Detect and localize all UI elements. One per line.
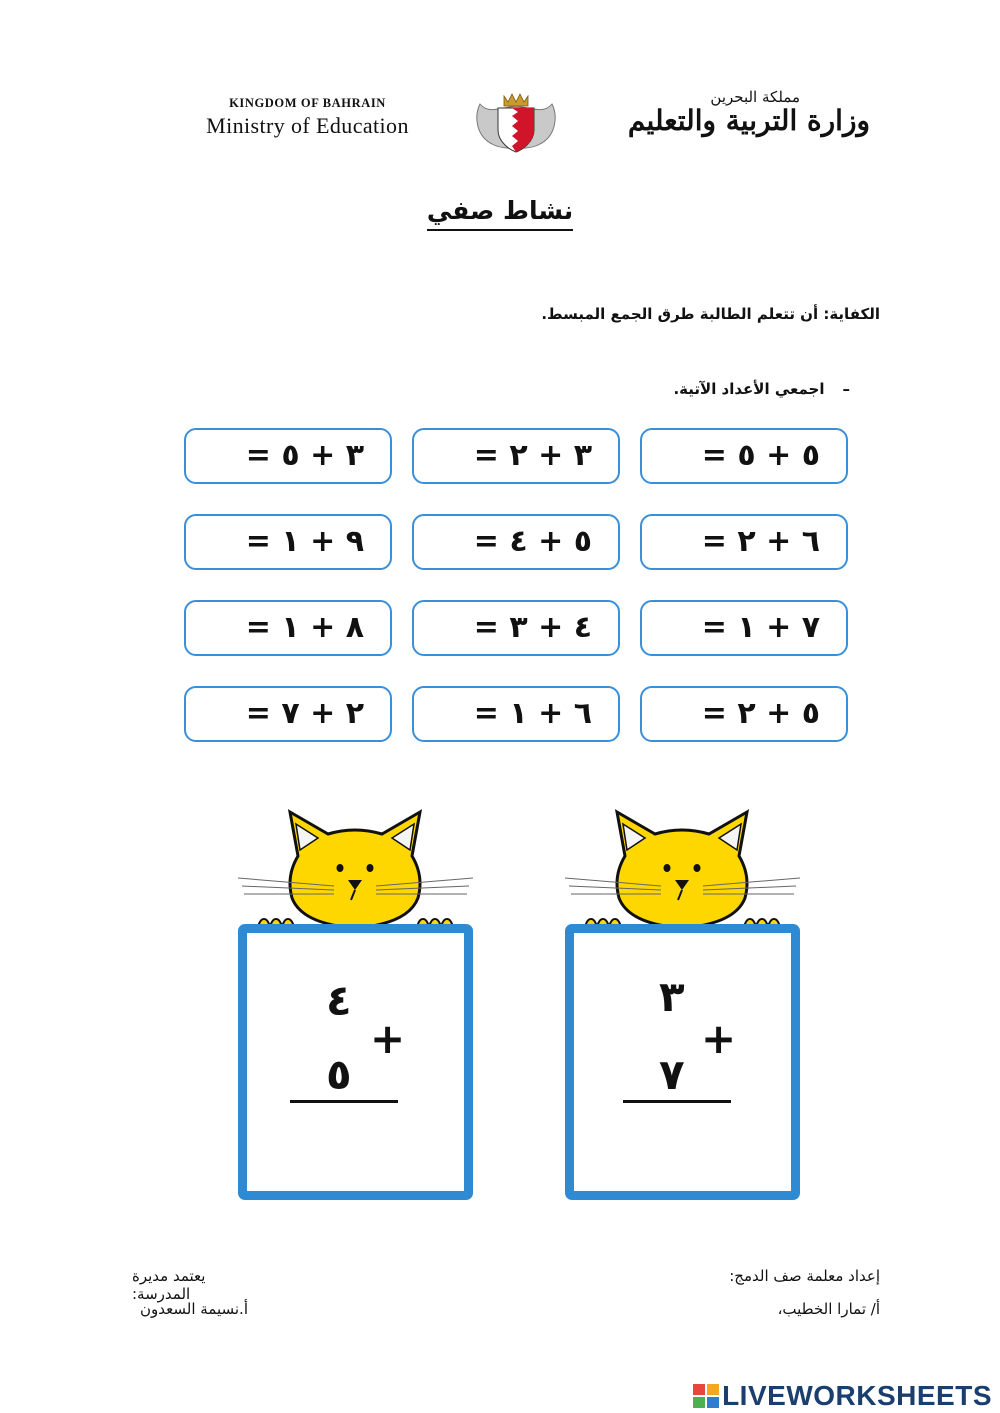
ministry-ar: وزارة التربية والتعليم [627,104,870,137]
page-title: نشاط صفي [400,196,600,225]
plus-sign: + [701,1014,737,1063]
header-arabic [580,88,870,137]
equation-box[interactable] [184,686,392,742]
equation-text: ٩ + ١ = [245,524,364,559]
instruction [673,380,850,398]
equation-box[interactable] [412,686,620,742]
equation-text: ٤ + ٣ = [473,610,592,645]
cat-card-right [565,806,800,1201]
equation-box[interactable] [184,600,392,656]
card-frame[interactable] [238,924,473,1200]
liveworksheets-logo-icon [693,1384,719,1408]
answer-line [290,1100,398,1103]
ministry-en: Ministry of Education [206,113,409,138]
approved-label: يعتمد مديرة المدرسة: [132,1267,206,1303]
cat-card-left [238,806,473,1201]
kingdom-ar: مملكة البحرين [710,88,800,106]
equation-text: ٧ + ١ = [701,610,820,645]
approved-name: أ.نسيمة السعدون [140,1300,248,1318]
equation-box[interactable] [640,600,848,656]
instruction-text: اجمعي الأعداد الآتية. [673,380,825,398]
bahrain-emblem-icon [472,86,560,156]
equation-box[interactable] [640,686,848,742]
answer-line [623,1100,731,1103]
header-english [160,96,455,139]
equation-text: ٦ + ٢ = [701,524,820,559]
equation-box[interactable] [412,600,620,656]
equation-box[interactable] [412,428,620,484]
kingdom-en: KINGDOM OF BAHRAIN [229,96,386,110]
addend-bottom: ٧ [659,1050,685,1099]
liveworksheets-watermark[interactable] [693,1380,992,1412]
addend-top: ٣ [659,972,685,1021]
addend-bottom: ٥ [326,1050,352,1099]
equation-text: ٣ + ٢ = [473,438,592,473]
equation-text: ٨ + ١ = [245,610,364,645]
watermark-text: LIVEWORKSHEETS [722,1380,992,1411]
equation-text: ٥ + ٥ = [701,438,820,473]
equation-box[interactable] [184,428,392,484]
equation-text: ٢ + ٧ = [245,696,364,731]
addend-top: ٤ [326,976,352,1025]
plus-sign: + [370,1014,406,1063]
equation-box[interactable] [184,514,392,570]
prepared-name: أ/ تمارا الخطيب، [777,1300,880,1318]
equation-box[interactable] [640,514,848,570]
instruction-dash: – [842,380,850,398]
equation-text: ٦ + ١ = [473,696,592,731]
equation-text: ٣ + ٥ = [245,438,364,473]
competency-text: الكفاية: أن تتعلم الطالبة طرق الجمع المبسط. [541,305,880,323]
prepared-label: إعداد معلمة صف الدمج: [729,1267,880,1285]
equation-box[interactable] [640,428,848,484]
equation-text: ٥ + ٢ = [701,696,820,731]
equation-text: ٥ + ٤ = [473,524,592,559]
equation-box[interactable] [412,514,620,570]
